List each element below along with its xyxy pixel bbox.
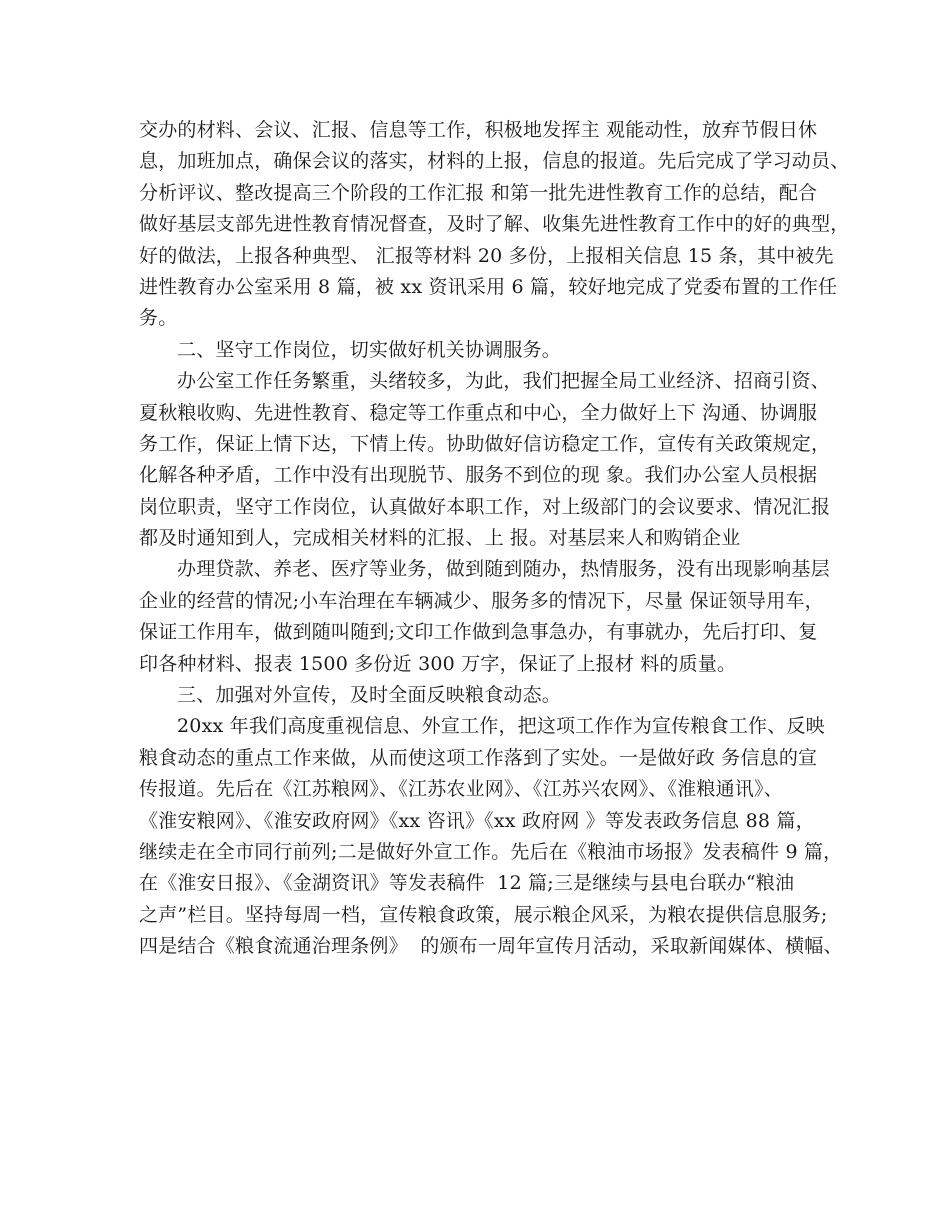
text-line-12: 化解各种矛盾，工作中没有出现脱节、服务不到位的现 象。我们办公室人员根据 xyxy=(139,464,818,487)
text-line-26: 之声”栏目。坚持每周一档，宣传粮食政策，展示粮企风采，为粮农提供信息服务; xyxy=(139,903,828,926)
text-line-24: 继续走在全市同行前列;二是做好外宣工作。先后在《粮油市场报》发表稿件 9 篇， xyxy=(139,840,843,863)
text-line-16: 企业的经营的情况;小车治理在车辆减少、服务多的情况下，尽量 保证领导用车， xyxy=(139,589,824,612)
text-line-25: 在《淮安日报》、《金湖资讯》等发表稿件 12 篇;三是继续与县电台联办“粮油 xyxy=(139,872,795,895)
text-line-13: 岗位职责，坚守工作岗位，认真做好本职工作，对上级部门的会议要求、情况汇报 xyxy=(139,495,831,518)
text-line-21: 粮食动态的重点工作来做，从而使这项工作落到了实处。一是做好政 务信息的宣 xyxy=(139,746,818,769)
section-heading-3: 三、加强对外宣传，及时全面反映粮食动态。 xyxy=(177,684,562,707)
text-line-9: 办公室工作任务繁重，头绪较多，为此，我们把握全局工业经济、招商引资、 xyxy=(177,370,830,393)
text-line-18: 印各种材料、报表 1500 多份近 300 万字，保证了上报材 料的质量。 xyxy=(139,652,737,675)
text-line-2: 息，加班加点，确保会议的落实，材料的上报，信息的报道。先后完成了学习动员、 xyxy=(139,150,850,173)
text-line-7: 务。 xyxy=(139,307,178,330)
text-line-10: 夏秋粮收购、先进性教育、稳定等工作重点和中心，全力做好上下 沟通、协调服 xyxy=(139,401,818,424)
text-line-11: 务工作，保证上情下达，下情上传。协助做好信访稳定工作，宣传有关政策规定， xyxy=(139,432,831,455)
text-line-15: 办理贷款、养老、医疗等业务，做到随到随办，热情服务，没有出现影响基层 xyxy=(177,558,830,581)
text-line-22: 传报道。先后在《江苏粮网》、《江苏农业网》、《江苏兴农网》、《淮粮通讯》、 xyxy=(139,778,783,801)
text-line-1: 交办的材料、会议、汇报、信息等工作，积极地发挥主 观能动性，放弃节假日休 xyxy=(139,119,818,141)
text-line-23: 《淮安粮网》、《淮安政府网》《xx 咨讯》《xx 政府网 》等发表政务信息 88 篇， xyxy=(139,809,815,832)
text-line-14: 都及时通知到人，完成相关材料的汇报、上 报。对基层来人和购销企业 xyxy=(139,527,741,550)
text-line-20: 20xx 年我们高度重视信息、外宣工作，把这项工作作为宣传粮食工作、反映 xyxy=(177,715,825,738)
document-body xyxy=(139,115,850,963)
text-line-27: 四是结合《粮食流通治理条例》 的颁布一周年宣传月活动，采取新闻媒体、横幅、 xyxy=(139,935,843,958)
text-line-3: 分析评议、整改提高三个阶段的工作汇报 和第一批先进性教育工作的总结，配合 xyxy=(139,181,818,204)
text-line-4: 做好基层支部先进性教育情况督查，及时了解、收集先进性教育工作中的好的典型， xyxy=(139,213,850,236)
text-line-17: 保证工作用车，做到随叫随到;文印工作做到急事急办，有事就办，先后打印、复 xyxy=(139,621,818,644)
text-line-5: 好的做法，上报各种典型、 汇报等材料 20 多份，上报相关信息 15 条，其中被先 xyxy=(139,244,834,267)
text-line-6: 进性教育办公室采用 8 篇，被 xx 资讯采用 6 篇，较好地完成了党委布置的工作任 xyxy=(139,275,838,298)
section-heading-2: 二、坚守工作岗位，切实做好机关协调服务。 xyxy=(177,338,562,361)
